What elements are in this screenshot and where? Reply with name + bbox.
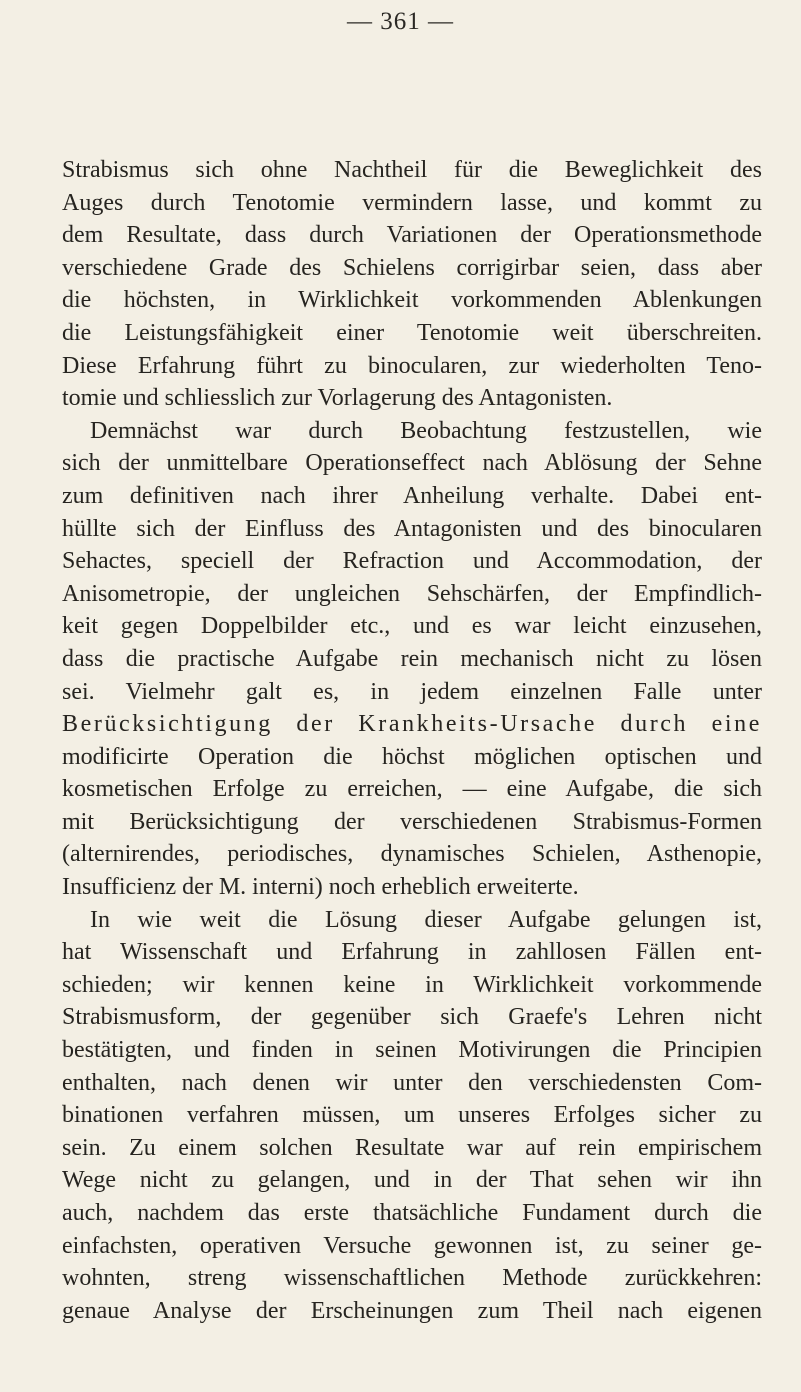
text-line: schieden; wir kennen keine in Wirklichkeit vorkommende bbox=[62, 971, 762, 998]
text-line: auch, nachdem das erste thatsächliche Fundament durch die bbox=[62, 1200, 762, 1226]
text-line: Sehactes, speciell der Refraction und Accommodation, der bbox=[62, 548, 762, 575]
text-line: wohnten, streng wissenschaftlichen Methode zurückkehren: bbox=[62, 1265, 762, 1292]
text-line: hat Wissenschaft und Erfahrung in zahllosen Fällen ent- bbox=[62, 939, 762, 966]
text-line: genaue Analyse der Erscheinungen zum Theil nach eigenen bbox=[62, 1297, 762, 1324]
text-line: Wege nicht zu gelangen, und in der That sehen wir ihn bbox=[62, 1167, 762, 1194]
text-line: binationen verfahren müssen, um unseres Erfolges sicher zu bbox=[62, 1102, 762, 1129]
text-line: einfachsten, operativen Versuche gewonnen ist, zu seiner ge- bbox=[62, 1232, 762, 1259]
text-line: Strabismus sich ohne Nachtheil für die Beweglichkeit des bbox=[62, 157, 762, 183]
text-line: bestätigten, und finden in seinen Motivirungen die Principien bbox=[62, 1037, 762, 1064]
page-number-header: — 361 — bbox=[347, 8, 454, 35]
text-line: Strabismusform, der gegenüber sich Graefe's Lehren nicht bbox=[62, 1004, 762, 1031]
text-line: Diese Erfahrung führt zu binocularen, zur wiederholten Teno- bbox=[62, 352, 762, 379]
text-line: mit Berücksichtigung der verschiedenen Strabismus-Formen bbox=[62, 808, 762, 835]
text-line: zum definitiven nach ihrer Anheilung verhalte. Dabei ent- bbox=[62, 482, 762, 509]
text-line: kosmetischen Erfolge zu erreichen, — eine Aufgabe, die sich bbox=[62, 776, 762, 803]
text-line: In wie weit die Lösung dieser Aufgabe gelungen ist, bbox=[90, 906, 762, 933]
text-line: sei. Vielmehr galt es, in jedem einzelnen Falle unter bbox=[62, 678, 762, 705]
text-line: sein. Zu einem solchen Resultate war auf rein empirischem bbox=[62, 1134, 762, 1161]
text-line: enthalten, nach denen wir unter den verschiedensten Com- bbox=[62, 1069, 762, 1096]
text-line: tomie und schliesslich zur Vorlagerung des Antagonisten. bbox=[62, 385, 613, 412]
text-line: sich der unmittelbare Operationseffect nach Ablösung der Sehne bbox=[62, 450, 762, 477]
text-line: (alternirendes, periodisches, dynamisches Schielen, Asthenopie, bbox=[62, 841, 762, 868]
text-line: dass die practische Aufgabe rein mechanisch nicht zu lösen bbox=[62, 645, 762, 672]
text-line: Demnächst war durch Beobachtung festzustellen, wie bbox=[90, 417, 762, 444]
text-line: Insufficienz der M. interni) noch erheblich erweiterte. bbox=[62, 874, 579, 901]
text-line: keit gegen Doppelbilder etc., und es war leicht einzusehen, bbox=[62, 613, 762, 640]
text-line: hüllte sich der Einfluss des Antagonisten und des binocularen bbox=[62, 515, 762, 542]
text-line: verschiedene Grade des Schielens corrigirbar seien, dass aber bbox=[62, 254, 762, 281]
text-line: dem Resultate, dass durch Variationen der Operationsmethode bbox=[62, 222, 762, 249]
text-line: Berücksichtigung der Krankheits-Ursache durch eine bbox=[62, 711, 762, 738]
text-line: Anisometropie, der ungleichen Sehschärfen, der Empfindlich- bbox=[62, 580, 762, 607]
text-line: modificirte Operation die höchst möglichen optischen und bbox=[62, 743, 762, 770]
text-line: die Leistungsfähigkeit einer Tenotomie weit überschreiten. bbox=[62, 319, 762, 346]
body-text bbox=[62, 154, 762, 1327]
text-line: Auges durch Tenotomie vermindern lasse, und kommt zu bbox=[62, 189, 762, 216]
text-line: die höchsten, in Wirklichkeit vorkommenden Ablenkungen bbox=[62, 287, 762, 314]
